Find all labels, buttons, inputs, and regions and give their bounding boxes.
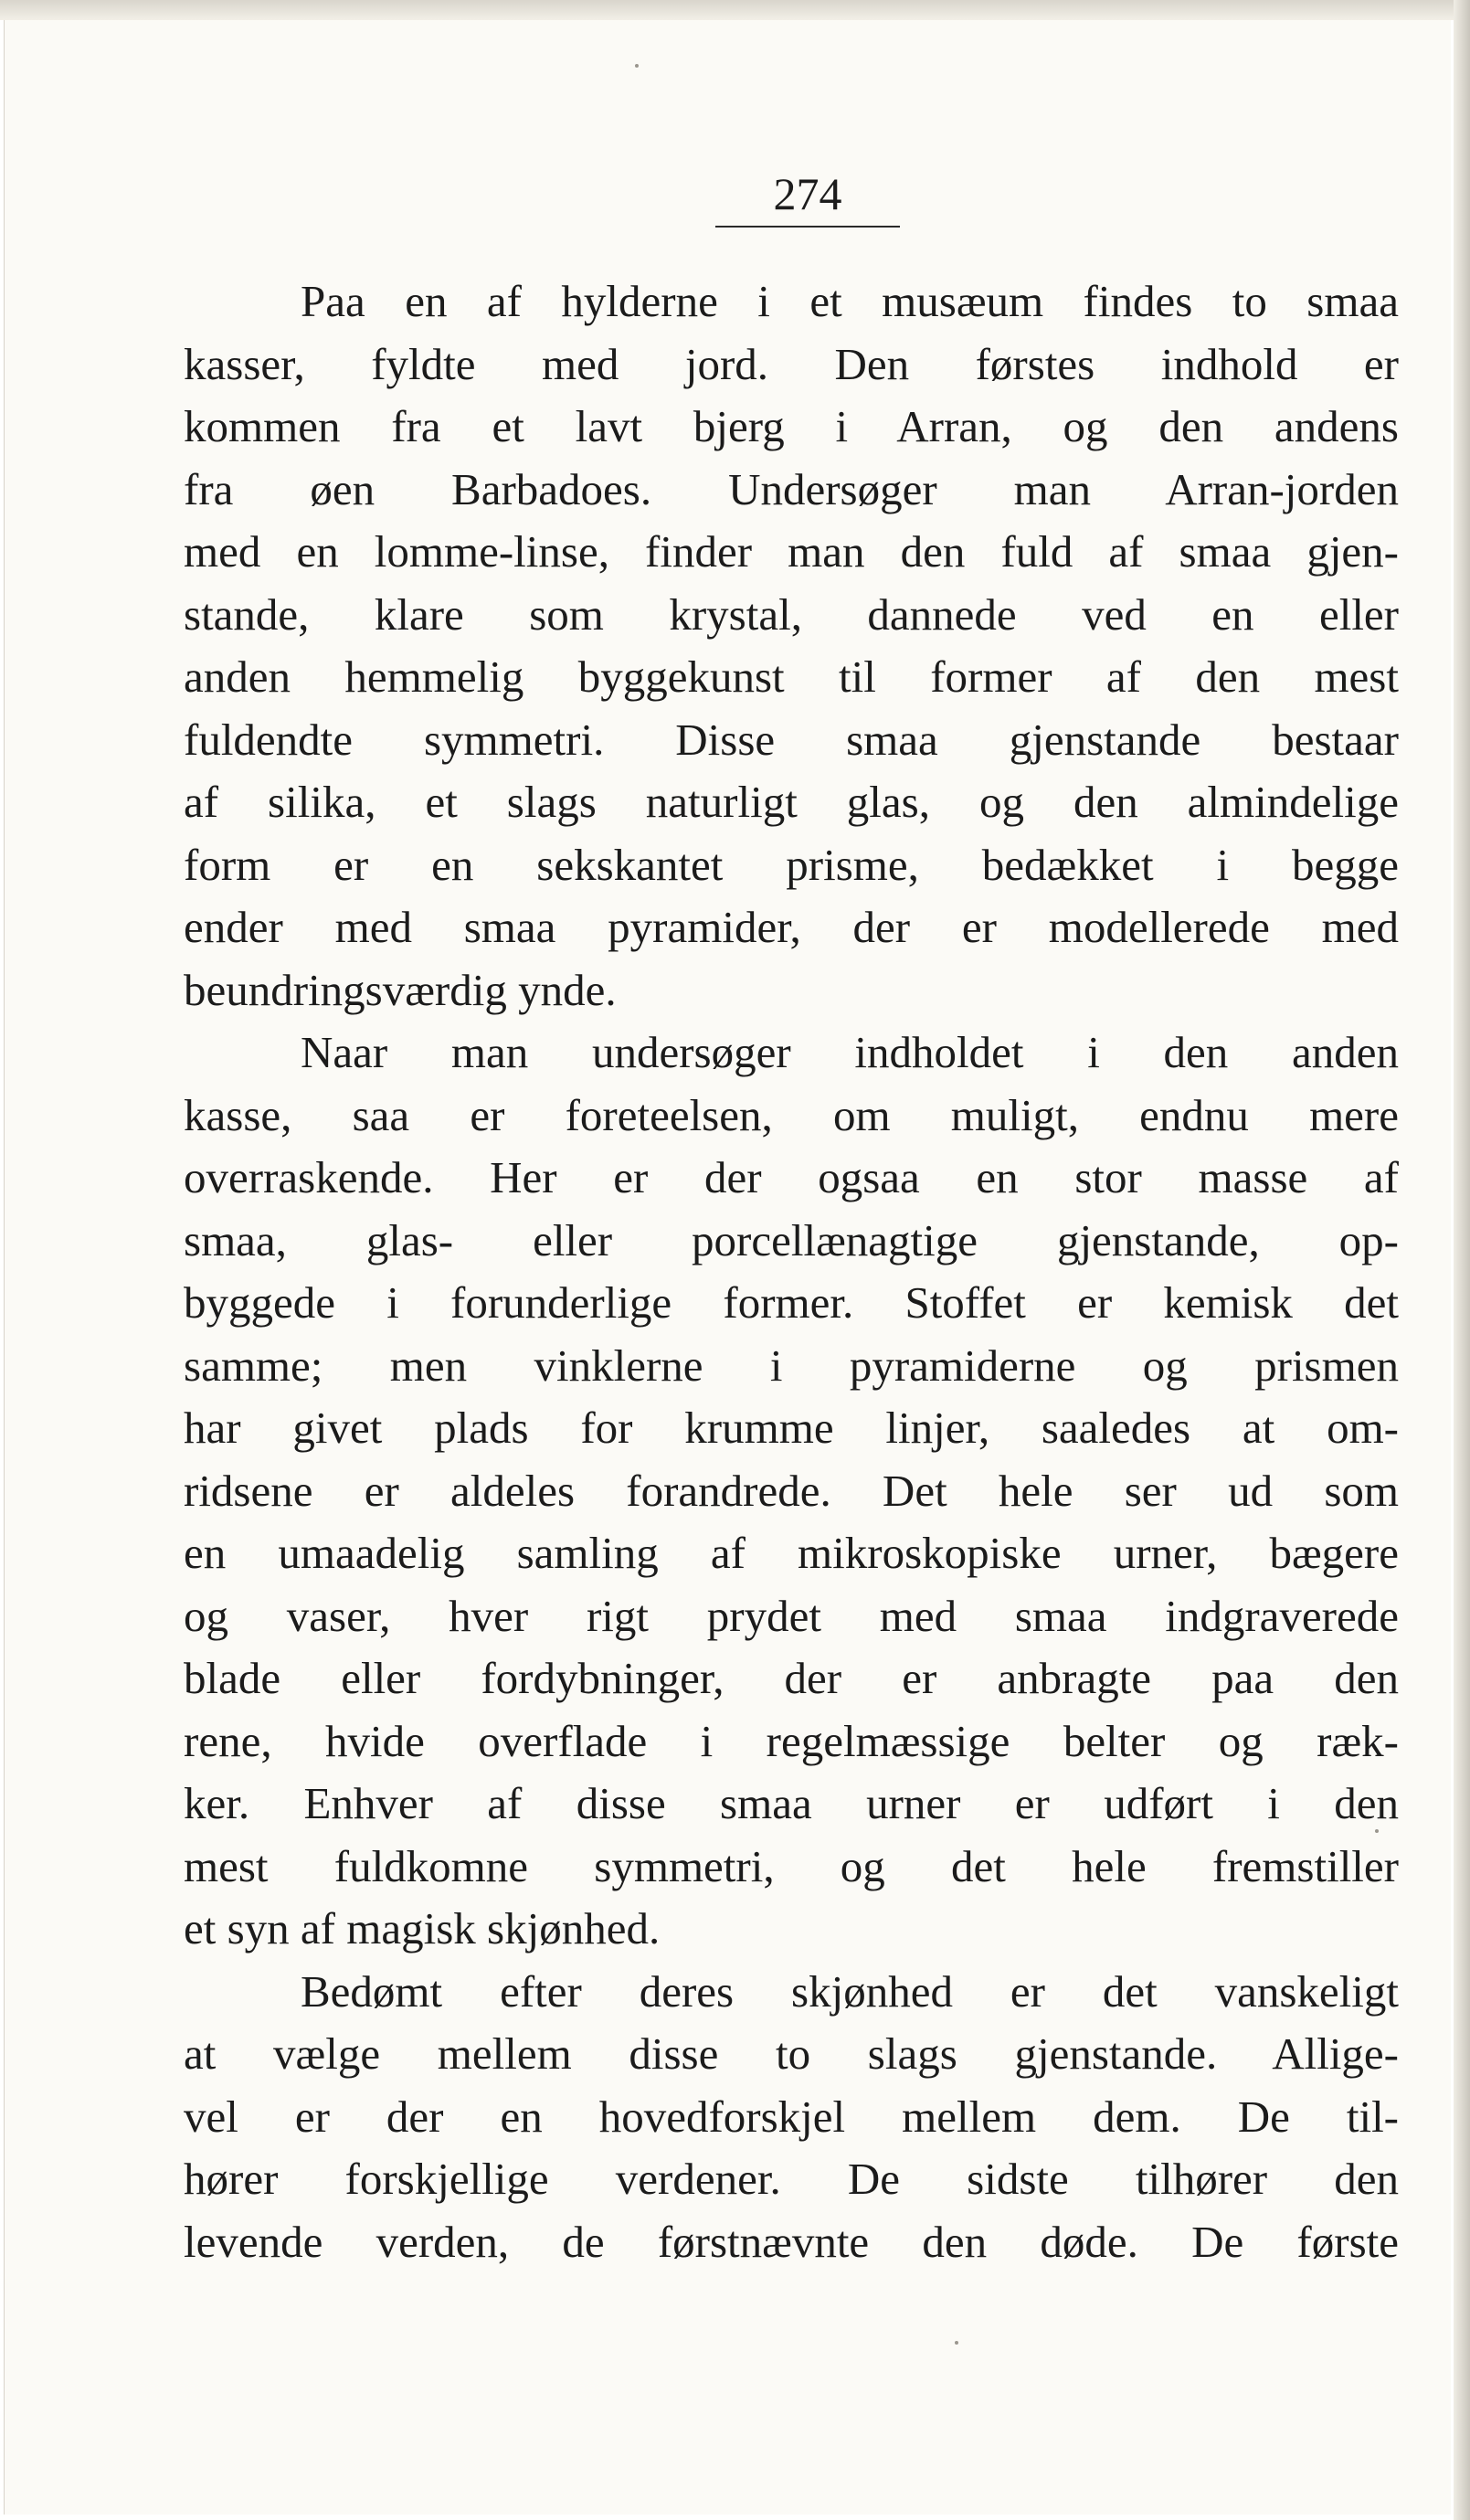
text-line: ker. Enhver af disse smaa urner er udført i den (184, 1778, 1399, 1828)
text-line: fra øen Barbadoes. Undersøger man Arran-jorden (184, 463, 1399, 514)
text-line: samme; men vinklerne i pyramiderne og prismen (184, 1339, 1399, 1391)
text-line: Naar man undersøger indholdet i den anden (301, 1027, 1399, 1077)
text-line: et syn af magisk skjønhed. (184, 1903, 661, 1954)
text-line: Bedømt efter deres skjønhed er det vanskeligt (301, 1965, 1399, 2017)
text-line: kasser, fyldte med jord. Den førstes indhold er (184, 338, 1399, 389)
paper-speck (955, 2341, 958, 2345)
text-line: form er en sekskantet prisme, bedækket i begge (184, 839, 1399, 890)
text-line: har givet plads for krumme linjer, saaledes at om- (184, 1403, 1399, 1453)
paper-speck (635, 64, 639, 68)
body-text (184, 270, 1399, 2273)
text-line: med en lomme-linse, finder man den fuld af smaa gjen- (184, 526, 1399, 577)
scan-right-edge (1454, 0, 1470, 2520)
text-line: Paa en af hylderne i et musæum findes to smaa (301, 276, 1399, 326)
text-line: en umaadelig samling af mikroskopiske urner, bægere (184, 1528, 1399, 1578)
text-line: at vælge mellem disse to slags gjenstande. Allige- (184, 2028, 1399, 2079)
text-line: blade eller fordybninger, der er anbragte paa den (184, 1653, 1399, 1703)
text-line: ender med smaa pyramider, der er modellerede med (184, 902, 1399, 952)
book-page (4, 20, 1451, 2515)
text-line: byggede i forunderlige former. Stoffet er kemisk det (184, 1277, 1399, 1328)
text-line: fuldendte symmetri. Disse smaa gjenstande bestaar (184, 714, 1399, 765)
text-line: hører forskjellige verdener. De sidste tilhører den (184, 2154, 1399, 2204)
text-line: kommen fra et lavt bjerg i Arran, og den andens (184, 401, 1399, 451)
text-line: mest fuldkomne symmetri, og det hele fremstiller (184, 1840, 1399, 1891)
text-line: overraskende. Her er der ogsaa en stor masse af (184, 1152, 1399, 1202)
text-line: beundringsværdig ynde. (184, 964, 617, 1015)
text-line: ridsene er aldeles forandrede. Det hele ser ud som (184, 1465, 1399, 1516)
text-line: kasse, saa er foreteelsen, om muligt, endnu mere (184, 1089, 1399, 1140)
scan-top-edge (0, 0, 1470, 20)
page-number-rule (715, 226, 900, 228)
text-line: og vaser, hver rigt prydet med smaa indgraverede (184, 1590, 1399, 1641)
text-line: smaa, glas- eller porcellænagtige gjenstande, op- (184, 1214, 1399, 1265)
text-line: vel er der en hovedforskjel mellem dem. De til- (184, 2091, 1399, 2142)
text-line: af silika, et slags naturligt glas, og den almindelige (184, 777, 1399, 827)
text-line: stande, klare som krystal, dannede ved en eller (184, 588, 1399, 640)
page-number: 274 (773, 168, 842, 219)
text-line: anden hemmelig byggekunst til former af den mest (184, 651, 1399, 702)
text-line: levende verden, de førstnævnte den døde. De første (184, 2216, 1399, 2267)
text-line: rene, hvide overflade i regelmæssige belter og ræk- (184, 1715, 1399, 1766)
